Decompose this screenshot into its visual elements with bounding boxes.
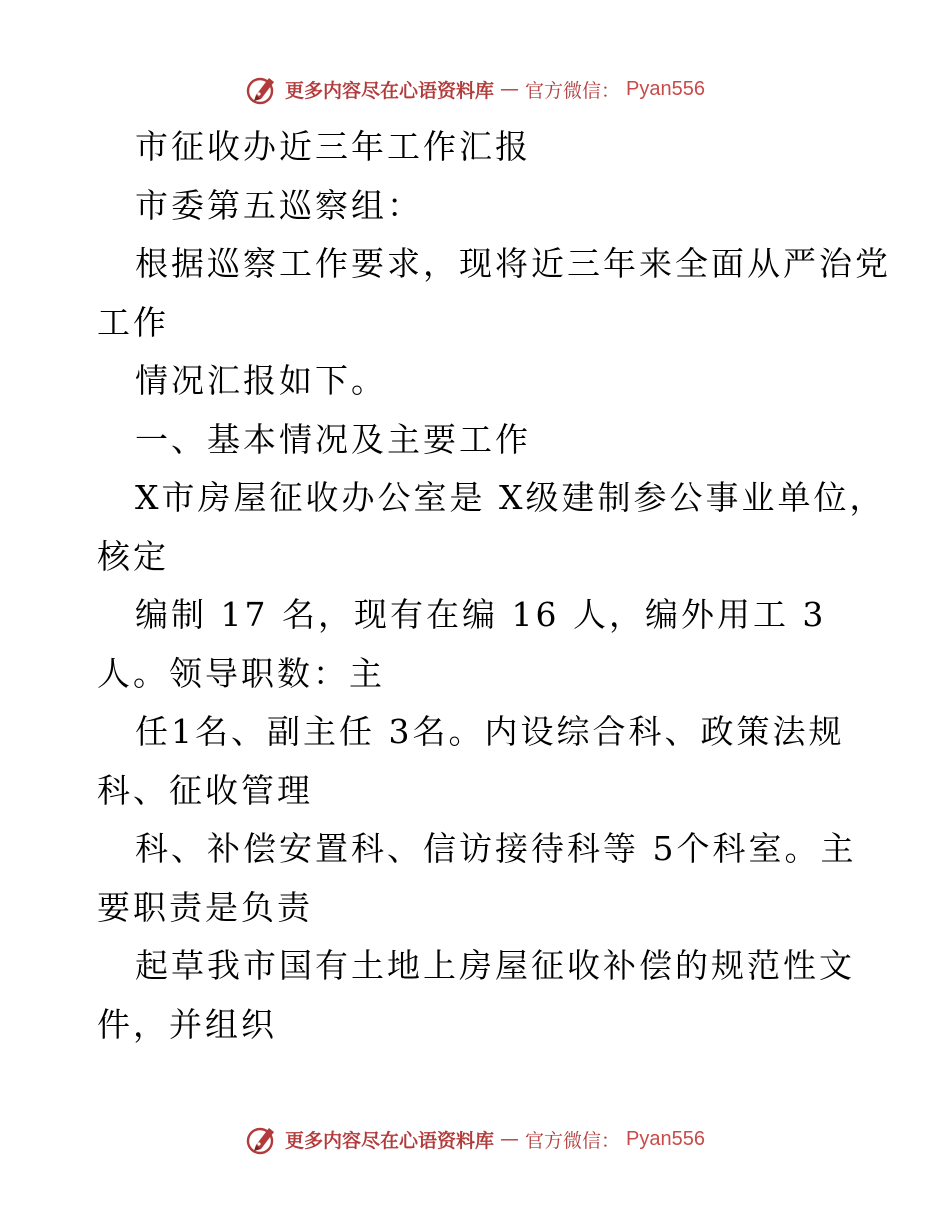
document-line: 任1名、副主任 3名。内设综合科、政策法规 <box>135 712 845 751</box>
document-line: 件，并组织 <box>97 1004 277 1044</box>
document-line: 起草我市国有土地上房屋征收补偿的规范性文 <box>135 946 855 985</box>
document-line: 工作 <box>97 302 169 342</box>
banner-brand-text: 更多内容尽在心语资料库 <box>285 1129 495 1152</box>
pen-nib-circle-icon <box>245 1122 279 1156</box>
banner-wechat-id: Pyan556 <box>626 77 705 100</box>
document-line: 编制 17 名，现有在编 16 人，编外用工 3 <box>135 595 827 634</box>
banner-wechat-id: Pyan556 <box>626 1127 705 1150</box>
document-line: X市房屋征收办公室是 X级建制参公事业单位， <box>135 478 886 517</box>
document-line: 科、补偿安置科、信访接待科等 5个科室。主 <box>135 829 857 868</box>
banner-dash: — <box>500 1128 520 1150</box>
document-line: 要职责是负责 <box>97 887 313 927</box>
document-body <box>97 118 891 1054</box>
document-line: 根据巡察工作要求，现将近三年来全面从严治党 <box>135 244 891 283</box>
banner-wechat-label: 官方微信： <box>525 79 621 102</box>
banner-wechat-label: 官方微信： <box>525 1129 621 1152</box>
banner-dash: — <box>500 78 520 100</box>
banner-brand-text: 更多内容尽在心语资料库 <box>285 79 495 102</box>
document-line: 人。领导职数：主 <box>97 653 385 693</box>
document-line: 科、征收管理 <box>97 770 313 810</box>
document-line: 核定 <box>97 536 169 576</box>
document-line: 市征收办近三年工作汇报 <box>135 127 531 166</box>
document-line: 一、基本情况及主要工作 <box>135 419 531 459</box>
header-banner <box>0 72 950 106</box>
footer-banner <box>0 1122 950 1156</box>
pen-nib-circle-icon <box>245 72 279 106</box>
document-line: 情况汇报如下。 <box>135 361 387 400</box>
document-line: 市委第五巡察组： <box>135 185 423 225</box>
